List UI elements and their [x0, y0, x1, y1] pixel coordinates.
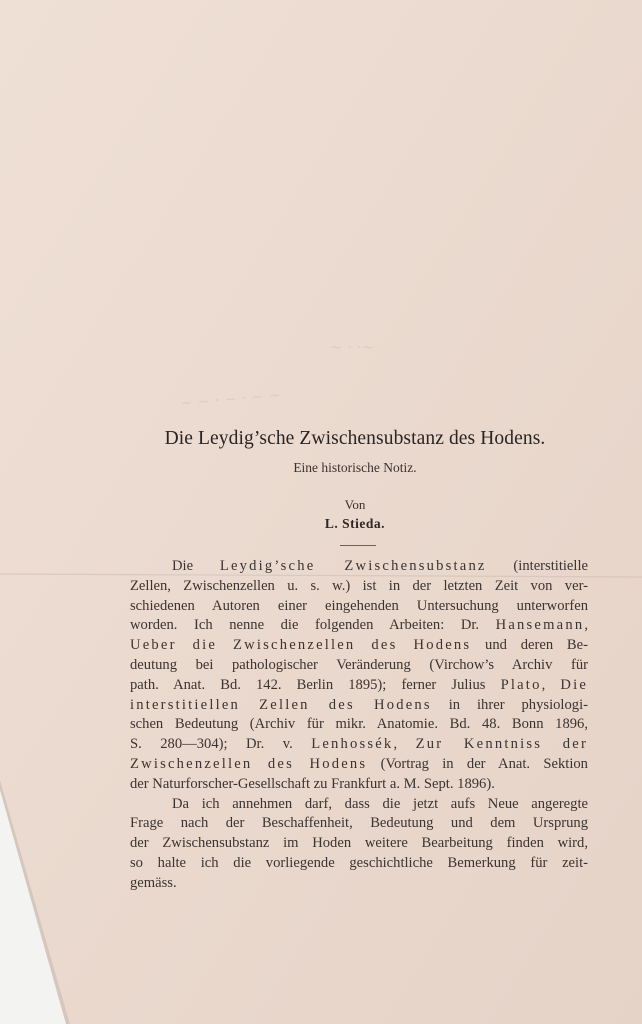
- text-run: schiedenen Autoren einer eingehenden Untersuchung unterworfen: [130, 597, 588, 614]
- text-line: [130, 775, 588, 795]
- text-line: [130, 676, 588, 696]
- text-line: [130, 834, 588, 854]
- bleed-through-handwriting: ~ ~ · ~ · ~ ~: [179, 385, 282, 413]
- text-line: [130, 616, 588, 636]
- text-run: der Zwischensubstanz im Hoden weitere Bearbeitung finden wird,: [130, 835, 588, 852]
- text-run: S. 280—304); Dr. v.: [130, 736, 312, 753]
- text-run: path. Anat. Bd. 142. Berlin 1895); ferner Julius: [130, 676, 501, 693]
- title-divider: [340, 545, 376, 546]
- spaced-emphasis: Ueber die Zwischenzellen des Hodens: [130, 637, 472, 654]
- text-run: Zellen, Zwischenzellen u. s. w.) ist in der letzten Zeit von ver-: [130, 577, 588, 594]
- text-line: [130, 735, 588, 755]
- text-run: und deren Be-: [471, 637, 588, 654]
- spaced-emphasis: Lenhossék: [311, 736, 394, 753]
- text-run: schen Bedeutung (Archiv für mikr. Anatomie. Bd. 48. Bonn 1896,: [130, 716, 588, 733]
- body-text: [130, 557, 588, 894]
- text-line: [130, 755, 588, 775]
- spaced-emphasis: interstitiellen Zellen des Hodens: [130, 696, 432, 713]
- text-run: in ihrer physiologi-: [431, 696, 588, 713]
- text-line: [130, 795, 588, 815]
- text-run: gemäss.: [130, 874, 177, 891]
- text-run: deutung bei pathologischer Veränderung (Virchow’s Archiv für: [130, 656, 588, 673]
- text-run: Da ich annehmen darf, dass die jetzt aufs Neue angeregte: [172, 795, 588, 812]
- text-line: [130, 696, 588, 716]
- text-run: Die: [172, 558, 220, 574]
- text-run: worden. Ich nenne die folgenden Arbeiten: Dr.: [130, 617, 496, 634]
- text-run: Frage nach der Beschaffenheit, Bedeutung und dem Ursprung: [130, 815, 588, 832]
- spaced-emphasis: Plato: [500, 676, 542, 693]
- text-line: [130, 874, 588, 894]
- byline-prefix: Von: [344, 497, 366, 512]
- text-run: ,: [584, 617, 588, 634]
- text-line: [130, 597, 588, 617]
- bleed-through-handwriting: ~ · ·~: [330, 338, 375, 356]
- text-run: ,: [393, 736, 416, 753]
- text-run: ,: [541, 676, 561, 693]
- text-run: so halte ich die vorliegende geschichtliche Bemerkung für zeit-: [130, 854, 588, 871]
- text-line: [130, 814, 588, 834]
- text-run: (interstitielle: [486, 558, 588, 574]
- text-line: [130, 577, 588, 597]
- text-line: [130, 636, 588, 656]
- spaced-emphasis: Zur Kenntniss der: [415, 736, 589, 753]
- text-line: [130, 557, 588, 577]
- text-line: [130, 715, 588, 735]
- spaced-emphasis: Hansemann: [495, 617, 585, 634]
- text-run: der Naturforscher-Gesellschaft zu Frankfurt a. M. Sept. 1896).: [130, 775, 495, 792]
- author-name: L. Stieda.: [324, 516, 386, 531]
- document-title: Die Leydig’sche Zwischensubstanz des Hodens.: [164, 428, 546, 449]
- text-run: (Vortrag in der Anat. Sektion: [367, 755, 588, 772]
- spaced-emphasis: Die: [560, 676, 588, 693]
- paragraph: [130, 795, 588, 894]
- spaced-emphasis: Zwischenzellen des Hodens: [130, 755, 368, 772]
- spaced-emphasis: Leydig’sche Zwischensubstanz: [219, 558, 487, 574]
- text-line: [130, 854, 588, 874]
- paragraph: [130, 557, 588, 795]
- text-line: [130, 656, 588, 676]
- document-subtitle: Eine historische Notiz.: [293, 460, 417, 475]
